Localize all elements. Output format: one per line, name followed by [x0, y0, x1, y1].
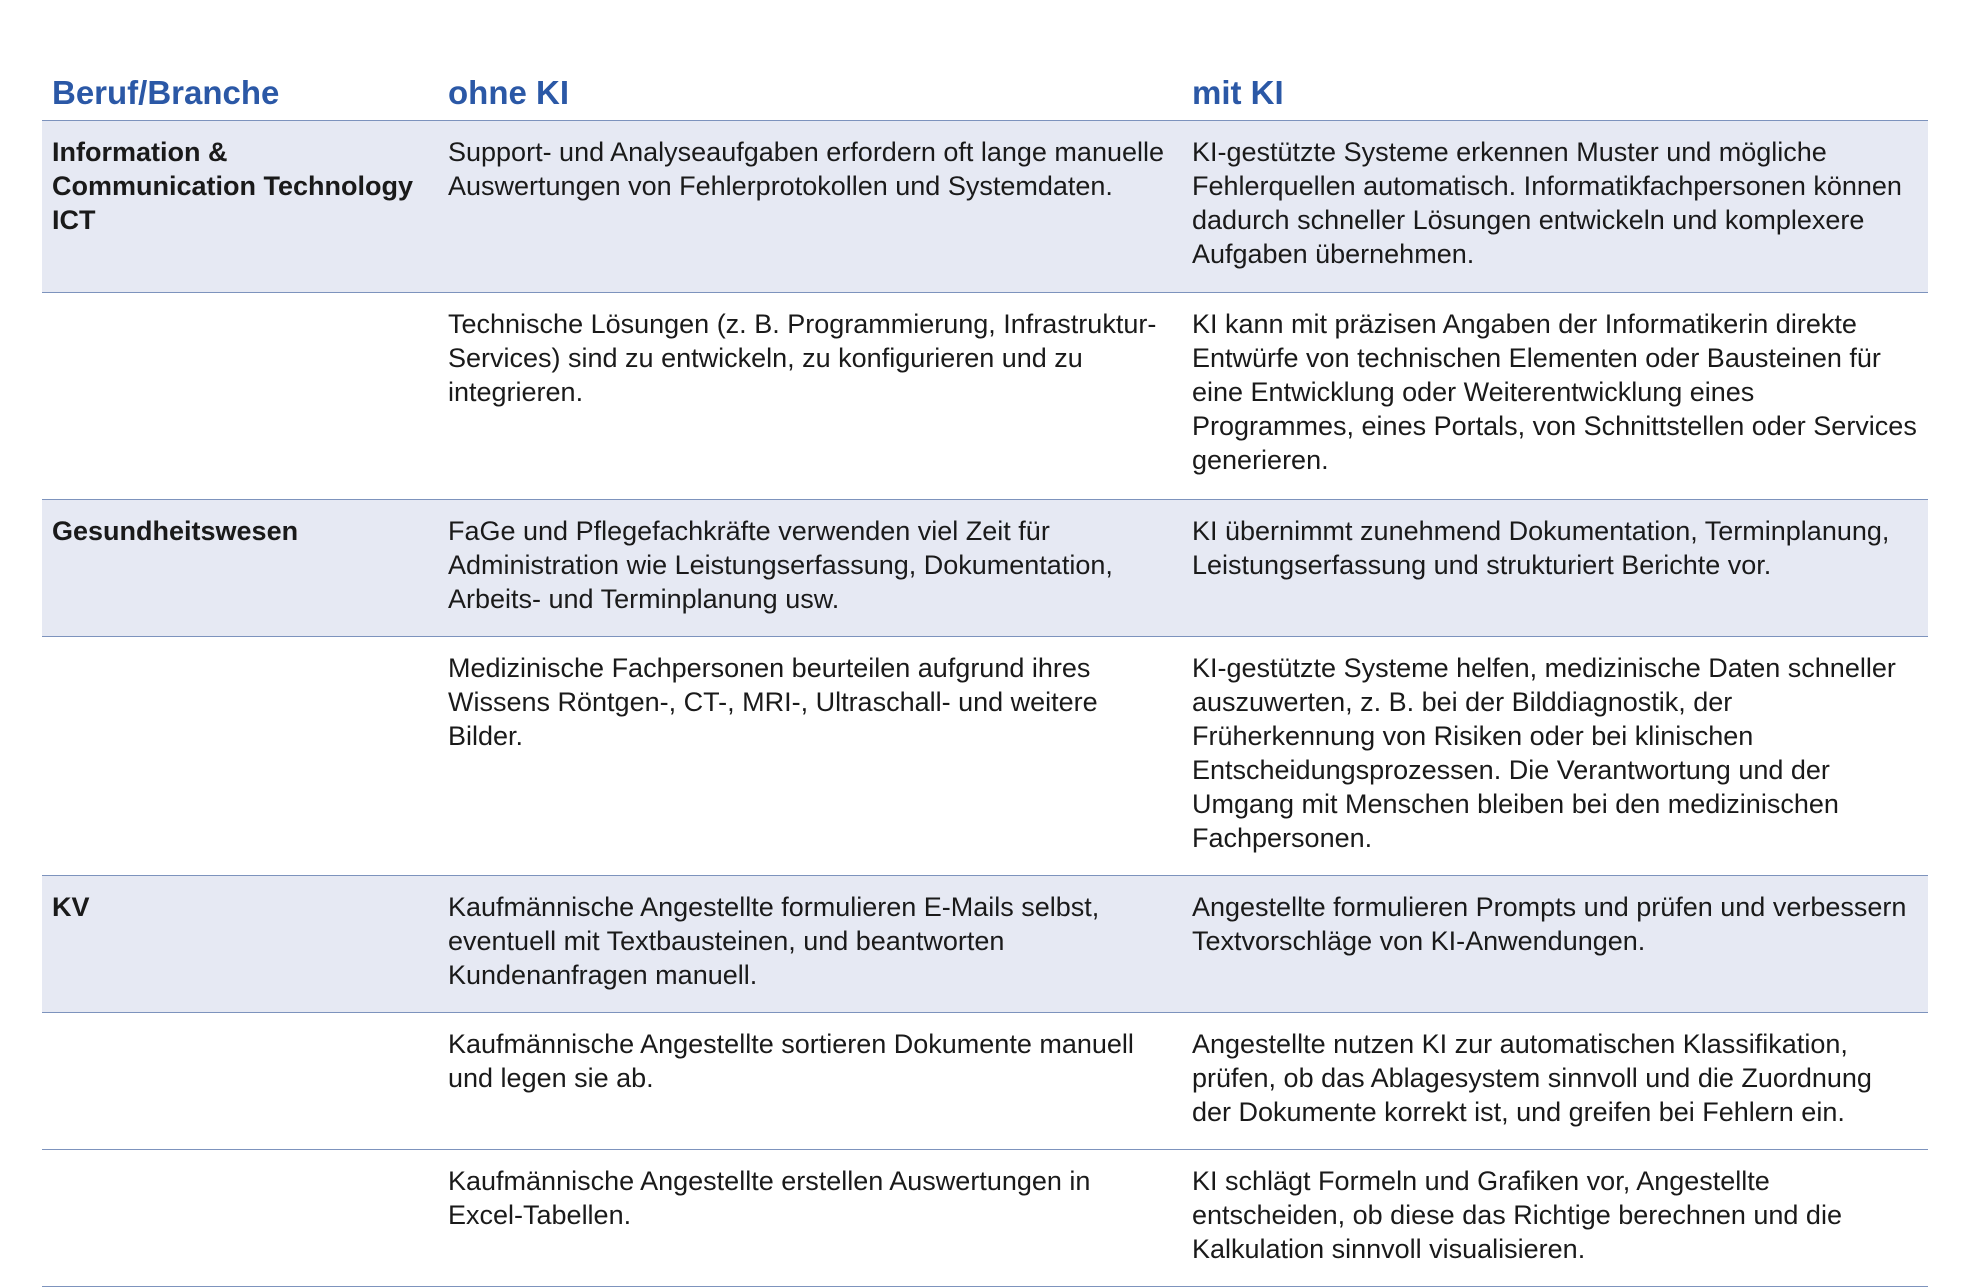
header-beruf-branche: Beruf/Branche	[42, 62, 438, 121]
branche-cell	[42, 637, 438, 876]
header-mit-ki: mit KI	[1182, 62, 1928, 121]
header-ohne-ki: ohne KI	[438, 62, 1182, 121]
branche-cell: Gesundheitswesen	[42, 500, 438, 637]
ohne-ki-cell: Kaufmännische Angestellte erstellen Auswertungen in Excel-Tabellen.	[438, 1150, 1182, 1287]
ohne-ki-cell: FaGe und Pflegefachkräfte verwenden viel Zeit für Administration wie Leistungserfassung, Dokumentation, Arbeits- und Terminplanung usw.	[438, 500, 1182, 637]
mit-ki-cell: KI-gestützte Systeme helfen, medizinische Daten schneller auszuwerten, z. B. bei der Bilddiagnostik, der Früherkennung von Risiken oder bei klinischen Entscheidungsprozessen. Die Verantwortung und der Umgang mit Menschen bleiben bei den medizinischen Fachpersonen.	[1182, 637, 1928, 876]
ohne-ki-cell: Kaufmännische Angestellte sortieren Dokumente manuell und legen sie ab.	[438, 1013, 1182, 1150]
branche-cell	[42, 293, 438, 500]
ohne-ki-cell: Medizinische Fachpersonen beurteilen aufgrund ihres Wissens Röntgen-, CT-, MRI-, Ultraschall- und weitere Bilder.	[438, 637, 1182, 876]
ohne-ki-cell: Kaufmännische Angestellte formulieren E-Mails selbst, eventuell mit Textbausteinen, und beantworten Kundenanfragen manuell.	[438, 876, 1182, 1013]
mit-ki-cell: Angestellte formulieren Prompts und prüfen und verbessern Textvorschläge von KI-Anwendungen.	[1182, 876, 1928, 1013]
table-row	[42, 500, 1928, 637]
ohne-ki-cell: Support- und Analyseaufgaben erfordern oft lange manuelle Auswertungen von Fehlerprotokollen und Systemdaten.	[438, 121, 1182, 293]
table-row	[42, 876, 1928, 1013]
mit-ki-cell: KI übernimmt zunehmend Dokumentation, Terminplanung, Leistungserfassung und strukturiert Berichte vor.	[1182, 500, 1928, 637]
table-header-row	[42, 62, 1928, 121]
comparison-table-container	[42, 62, 1928, 1287]
branche-cell	[42, 1013, 438, 1150]
table-row	[42, 293, 1928, 500]
table-row	[42, 1013, 1928, 1150]
branche-cell: KV	[42, 876, 438, 1013]
branche-cell: Information & Communication Technology ICT	[42, 121, 438, 293]
mit-ki-cell: Angestellte nutzen KI zur automatischen Klassifikation, prüfen, ob das Ablagesystem sinnvoll und die Zuordnung der Dokumente korrekt ist, und greifen bei Fehlern ein.	[1182, 1013, 1928, 1150]
ohne-ki-cell: Technische Lösungen (z. B. Programmierung, Infrastruktur-Services) sind zu entwickeln, zu konfigurieren und zu integrieren.	[438, 293, 1182, 500]
branche-cell	[42, 1150, 438, 1287]
mit-ki-cell: KI kann mit präzisen Angaben der Informatikerin direkte Entwürfe von technischen Elementen oder Bausteinen für eine Entwicklung oder Weiterentwicklung eines Programmes, eines Portals, von Schnittstellen oder Services generieren.	[1182, 293, 1928, 500]
mit-ki-cell: KI-gestützte Systeme erkennen Muster und mögliche Fehlerquellen automatisch. Informatikfachpersonen können dadurch schneller Lösungen entwickeln und komplexere Aufgaben übernehmen.	[1182, 121, 1928, 293]
table-row	[42, 1150, 1928, 1287]
table-row	[42, 637, 1928, 876]
comparison-table	[42, 62, 1928, 1287]
table-row	[42, 121, 1928, 293]
mit-ki-cell: KI schlägt Formeln und Grafiken vor, Angestellte entscheiden, ob diese das Richtige berechnen und die Kalkulation sinnvoll visualisieren.	[1182, 1150, 1928, 1287]
